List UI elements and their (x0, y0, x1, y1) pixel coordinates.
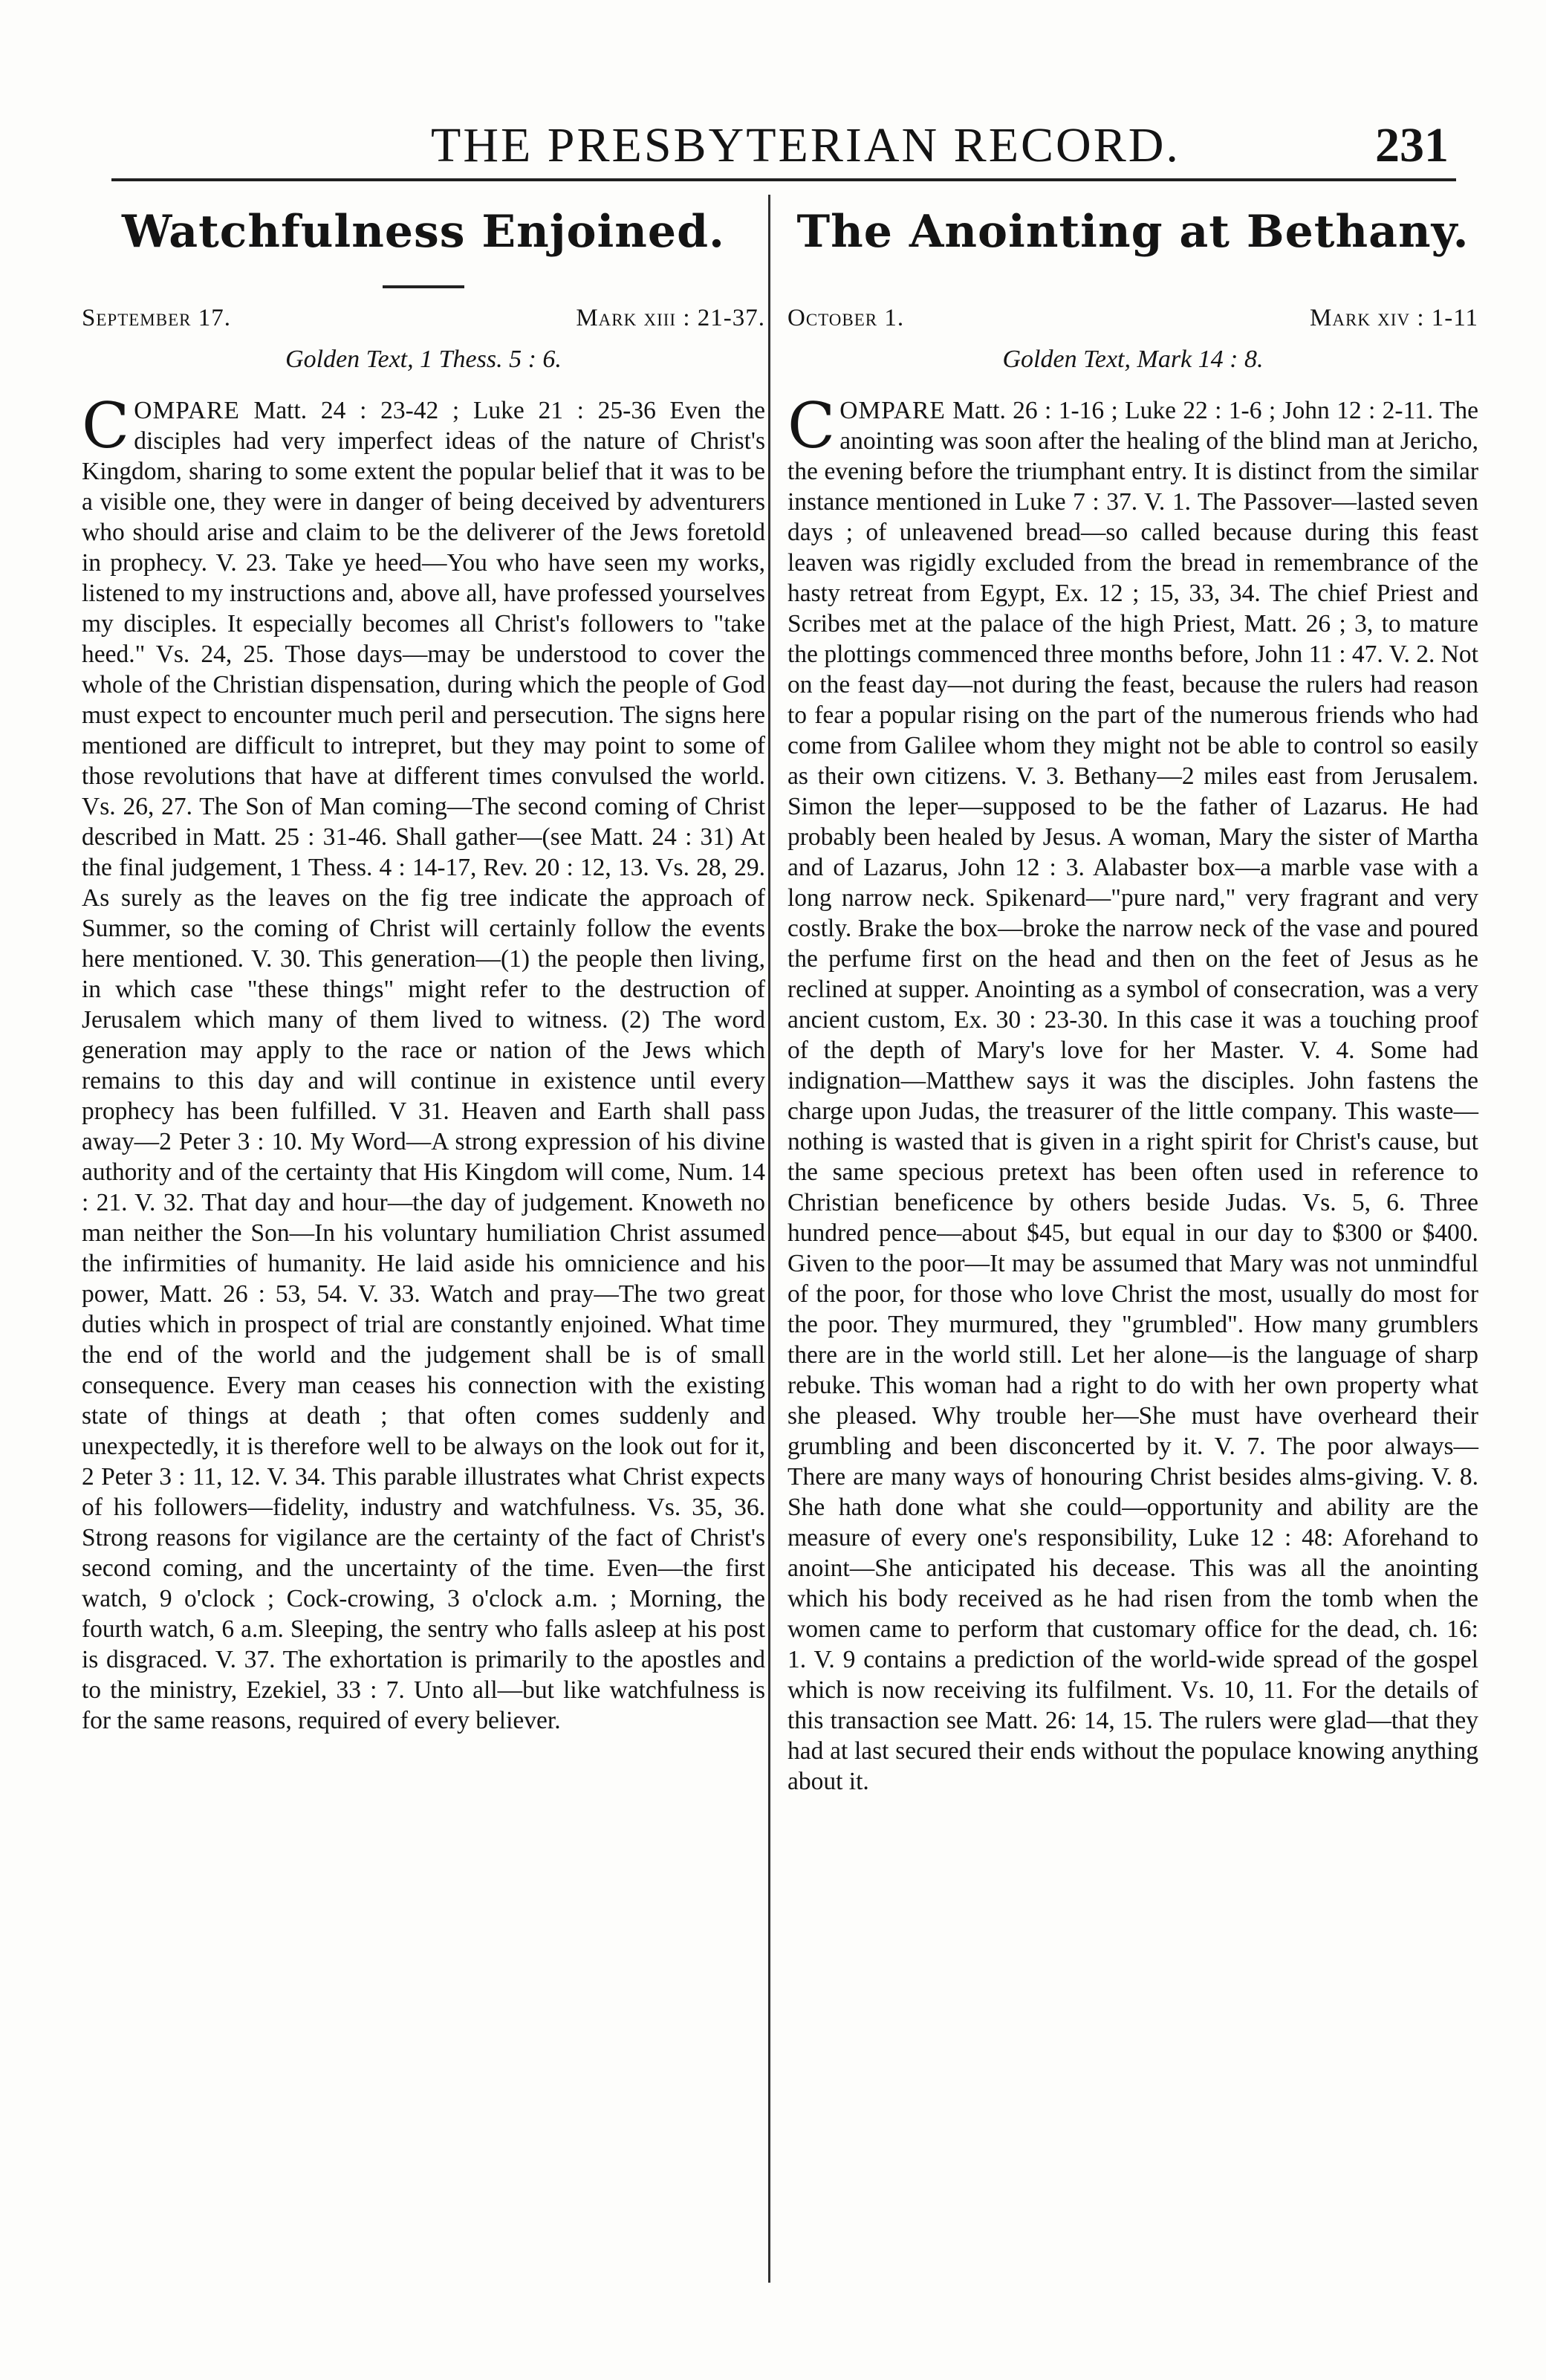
right-column (787, 195, 1478, 1797)
lesson-body-left (82, 389, 765, 1736)
lesson-date-left: September 17. (82, 305, 231, 331)
journal-title: THE PRESBYTERIAN RECORD. (431, 118, 1180, 172)
page-number: 231 (1375, 118, 1449, 172)
body-text-left: Matt. 24 : 23-42 ; Luke 21 : 25-36 Even the disciples had very imperfect ideas of the nature of Christ's Kingdom, sharing to some extent the popular belief that it was to be a visible one, they were in danger of being deceived by adventurers who should arise and claim to be the deliverer of the Jews foretold in prophecy. V. 23. Take ye heed—You who have seen my works, listened to my instructions and, above all, have professed yourselves my disciples. It especially becomes all Christ's followers to "take heed." Vs. 24, 25. Those days—may be understood to cover the whole of the Christian dispensation, during which the people of God must expect to encounter much peril and persecution. The signs here mentioned are difficult to intrepret, but they may point to some of those revolutions that have at different times convulsed the world. Vs. 26, 27. The Son of Man coming—The second coming of Christ described in Matt. 25 : 31-46. Shall gather—(see Matt. 24 : 31) At the final judgement, 1 Thess. 4 : 14-17, Rev. 20 : 12, 13. Vs. 28, 29. As surely as the leaves on the fig tree indicate the approach of Summer, so the coming of Christ will certainly follow the events here mentioned. V. 30. This generation—(1) the people then living, in which case "these things" might refer to the destruction of Jerusalem which many of them lived to witness. (2) The word generation may apply to the race or nation of the Jews which remains to this day and will continue in existence until every prophecy has been fulfilled. V 31. Heaven and Earth shall pass away—2 Peter 3 : 10. My Word—A strong expression of his divine authority and of the certainty that His Kingdom will come, Num. 14 : 21. V. 32. That day and hour—the day of judgement. Knoweth no man neither the Son—In his voluntary humiliation Christ assumed the infirmities of humanity. He laid aside his omnicience and his power, Matt. 26 : 53, 54. V. 33. Watch and pray—The two great duties which in prospect of trial are constantly enjoined. What time the end of the world and the judgement shall be is of small consequence. Every man ceases his connection with the existing state of things at death ; that often comes suddenly and unexpectedly, it is therefore well to be always on the look out for it, 2 Peter 3 : 11, 12. V. 34. This parable illustrates what Christ expects of his followers—fidelity, industry and watchfulness. Vs. 35, 36. Strong reasons for vigilance are the certainty of the fact of Christ's second coming, and the uncertainty of the time. Even—the first watch, 9 o'clock ; Cock-crowing, 3 o'clock a.m. ; Morning, the fourth watch, 6 a.m. Sleeping, the sentry who falls asleep at his post is disgraced. V. 37. The exhortation is primarily to the apostles and to the ministry, Ezekiel, 33 : 7. Unto all—but like watchfulness is for the same reasons, required of every believer. (82, 397, 765, 1734)
lesson-passage-left: Mark xiii : 21-37. (576, 305, 765, 331)
heading-rule-left (383, 285, 464, 288)
column-divider (768, 195, 770, 2283)
lesson-heading-right: The Anointing at Bethany. (796, 206, 1469, 258)
left-column (82, 195, 765, 1736)
lesson-passage-right: Mark xiv : 1-11 (1310, 305, 1478, 331)
lead-word-right: OMPARE (839, 397, 946, 424)
lesson-heading-left: Watchfulness Enjoined. (122, 206, 725, 258)
golden-text-left: Golden Text, 1 Thess. 5 : 6. (285, 346, 562, 373)
body-text-right: Matt. 26 : 1-16 ; Luke 22 : 1-6 ; John 12 : 2-11. The anointing was soon after the healing of the blind man at Jericho, the evening before the triumphant entry. It is distinct from the similar instance mentioned in Luke 7 : 37. V. 1. The Passover—lasted seven days ; of unleavened bread—so called because during this feast leaven was rigidly excluded from the bread in remembrance of the hasty retreat from Egypt, Ex. 12 ; 15, 33, 34. The chief Priest and Scribes met at the palace of the high Priest, Matt. 26 ; 3, to mature the plottings commenced three months before, John 11 : 47. V. 2. Not on the feast day—not during the feast, because the rulers had reason to fear a popular rising on the part of the numerous friends who had come from Galilee whom they might not be able to control so easily as their own citizens. V. 3. Bethany—2 miles east from Jerusalem. Simon the leper—supposed to be the father of Lazarus. He had probably been healed by Jesus. A woman, Mary the sister of Martha and of Lazarus, John 12 : 3. Alabaster box—a marble vase with a long narrow neck. Spikenard—"pure nard," very fragrant and very costly. Brake the box—broke the narrow neck of the vase and poured the perfume first on the head and then on the feet of Jesus as he reclined at supper. Anointing as a symbol of consecration, was a very ancient custom, Ex. 30 : 23-30. In this case it was a touching proof of the depth of Mary's love for her Master. V. 4. Some had indignation—Matthew says it was the disciples. John fastens the charge upon Judas, the treasurer of the little company. This waste—nothing is wasted that is given in a right spirit for Christ's cause, but the same specious pretext has been often used in reference to Christian beneficence by others beside Judas. Vs. 5, 6. Three hundred pence—about $45, but equal in our day to $300 or $400. Given to the poor—It may be assumed that Mary was not unmindful of the poor, for those who love Christ the most, usually do most for the poor. They murmured, they "grumbled". How many grumblers there are in the world still. Let her alone—is the language of sharp rebuke. This woman had a right to do with her own property what she pleased. Why trouble her—She must have overheard their grumbling and been disconcerted by it. V. 7. The poor always—There are many ways of honouring Christ besides alms-giving. V. 8. She hath done what she could—opportunity and ability are the measure of every one's responsibility, Luke 12 : 48: Aforehand to anoint—She anticipated his decease. This was all the anointing which his body received as he had risen from the tomb when the women came to perform that customary office for the dead, ch. 16: 1. V. 9 contains a prediction of the world-wide spread of the gospel which is now receiving its fulfilment. Vs. 10, 11. For the details of this transaction see Matt. 26: 14, 15. The rulers were glad—that they had at last secured their ends without the populace knowing anything about it. (787, 397, 1478, 1795)
lesson-body-right (787, 389, 1478, 1797)
header-rule (111, 178, 1456, 181)
lead-word-left: OMPARE (134, 397, 240, 424)
running-header (111, 111, 1464, 178)
dateline-left (82, 299, 765, 337)
drop-cap-left: C (82, 389, 130, 462)
lesson-date-right: October 1. (787, 305, 905, 331)
dateline-right (787, 299, 1478, 337)
drop-cap-right: C (787, 389, 836, 462)
golden-text-right: Golden Text, Mark 14 : 8. (1002, 346, 1264, 373)
